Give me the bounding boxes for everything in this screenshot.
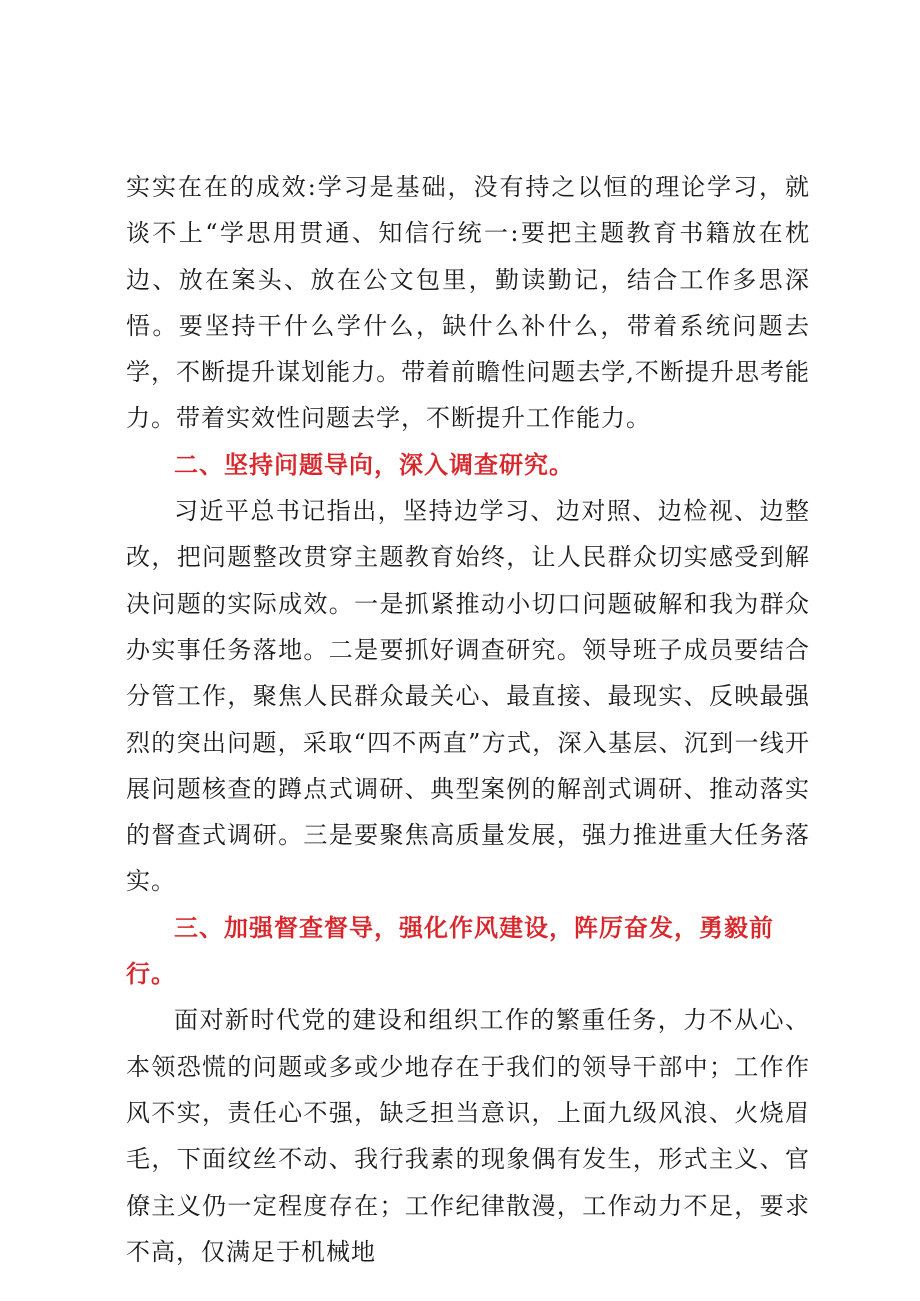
section-heading-3: 三、加强督查督导，强化作风建设，阵厉奋发，勇毅前行。 <box>126 913 774 989</box>
section-heading-2: 二、坚持问题导向，深入调查研究。 <box>174 450 574 479</box>
document-body <box>126 164 810 1275</box>
body-paragraph-3: 面对新时代党的建设和组织工作的繁重任务，力不从心、本领恐慌的问题或多或少地存在于我们的领导干部中；工作作风不实，责任心不强，缺乏担当意识，上面九级风浪、火烧眉毛，下面纹丝不动、我行我素的现象偶有发生，形式主义、官僚主义仍一定程度存在；工作纪律散漫，工作动力不足，要求不高，仅满足于机械地 <box>126 1006 810 1266</box>
body-paragraph-2: 习近平总书记指出，坚持边学习、边对照、边检视、边整改，把问题整改贯穿主题教育始终，让人民群众切实感受到解决问题的实际成效。一是抓紧推动小切口问题破解和我为群众办实事任务落地。二是要抓好调查研究。领导班子成员要结合分管工作，聚焦人民群众最关心、最直接、最现实、反映最强烈的突出问题，采取“四不两直”方式，深入基层、沉到一线开展问题核查的蹲点式调研、典型案例的解剖式调研、推动落实的督查式调研。三是要聚焦高质量发展，强力推进重大任务落实。 <box>126 497 810 896</box>
body-paragraph-1: 实实在在的成效:学习是基础，没有持之以恒的理论学习，就谈不上“学思用贯通、知信行统一:要把主题教育书籍放在枕边、放在案头、放在公文包里，勤读勤记，结合工作多思深悟。要坚持干什么学什么，缺什么补什么，带着系统问题去学，不断提升谋划能力。带着前瞻性问题去学,不断提升思考能力。带着实效性问题去学，不断提升工作能力。 <box>126 173 810 433</box>
